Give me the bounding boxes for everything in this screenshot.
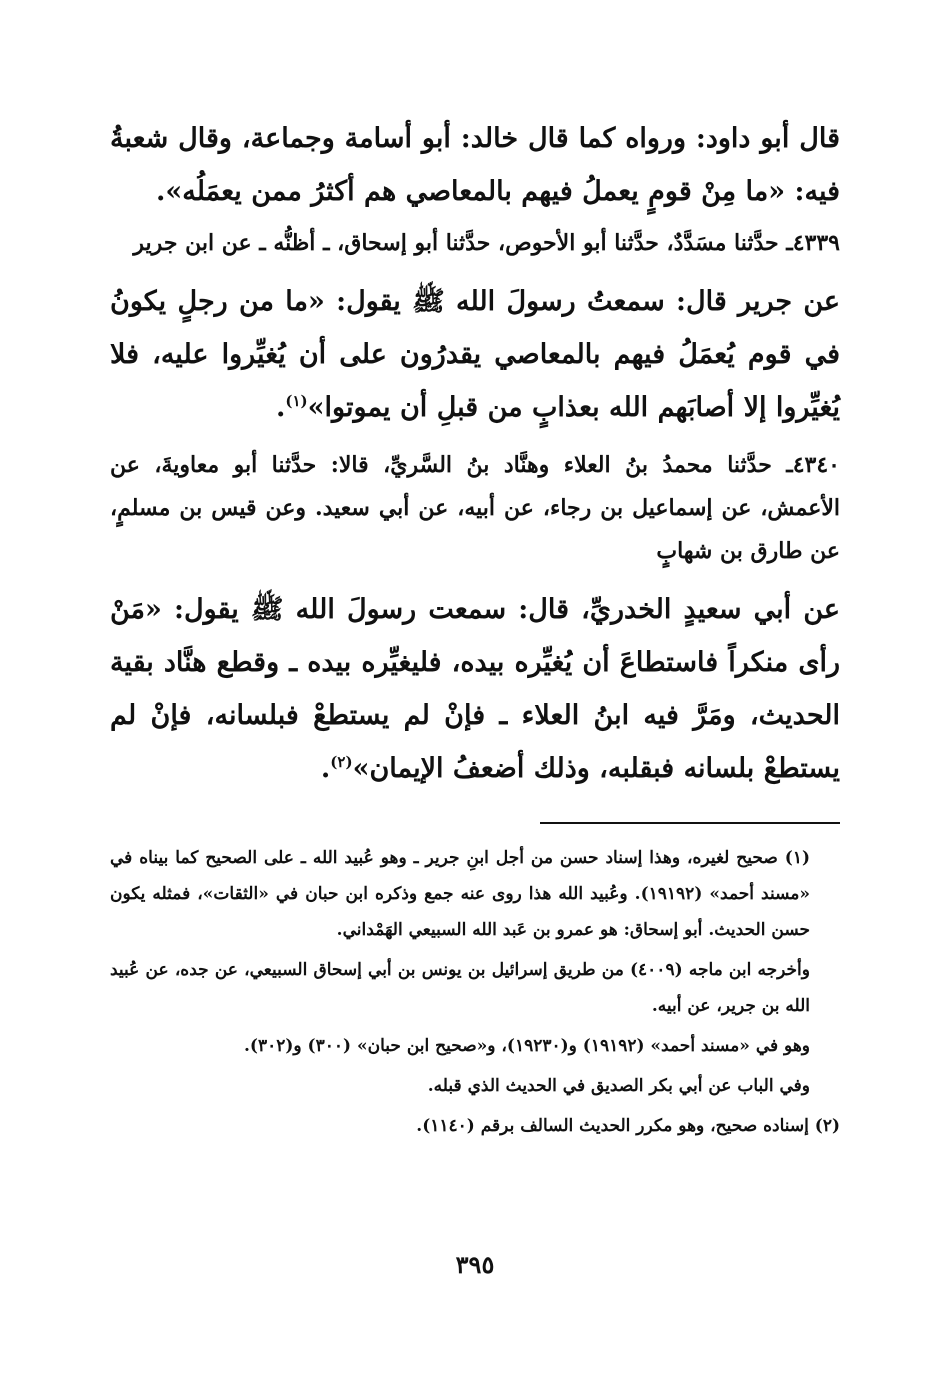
hadith-4340-end: . (320, 753, 331, 784)
footnote-2: (٢) إسناده صحيح، وهو مكرر الحديث السالف برقم (١١٤٠). (416, 1116, 840, 1136)
footnotes (110, 840, 840, 1144)
hadith-4340-body: عن أبي سعيدٍ الخدريِّ، قال: سمعت رسولَ الله ﷺ يقول: «مَنْ رأى منكراً فاستطاعَ أن يُغيِّره بيده، فليغيِّره بيده ـ وقطع هنَّاد بقية الحديث، ومَرَّ فيه ابنُ العلاء ـ فإنْ لم يستطعْ فبلسانه، فإنْ لم يستطعْ بلسانه فبقلبه، وذلك أضعفُ الإيمان» (110, 594, 840, 784)
hadith-4339-body: عن جرير قال: سمعتُ رسولَ الله ﷺ يقول: «ما من رجلٍ يكونُ في قوم يُعمَلُ فيهم بالمعاصي يقدرُون على أن يُغيِّروا عليه، فلا يُغيِّروا إلا أصابَهم الله بعذابٍ من قبلِ أن يموتوا» (110, 286, 840, 423)
hadith-4339-end: . (275, 392, 286, 423)
narration-abu-dawud: قال أبو داود: ورواه كما قال خالد: أبو أسامة وجماعة، وقال شعبةُ فيه: «ما مِنْ قومٍ يعملُ فيهم بالمعاصي هم أكثرُ ممن يعمَلُه». (110, 123, 840, 207)
footnote-ref-2[interactable]: (٢) (330, 753, 353, 771)
page-number: ٣٩٥ (455, 1250, 495, 1279)
footnote-1-musnad: وهو في «مسند أحمد» (١٩١٩٢) و(١٩٢٣٠)، و«صحيح ابن حبان» (٣٠٠) و(٣٠٢). (244, 1036, 810, 1056)
footnote-1-bab: وفي الباب عن أبي بكر الصديق في الحديث الذي قبله. (427, 1076, 810, 1096)
main-text (110, 112, 840, 795)
footnote-1-main: (١) صحيح لغيره، وهذا إسناد حسن من أجل ابنِ جرير ـ وهو عُبيد الله ـ على الصحيح كما بيناه في «مسند أحمد» (١٩١٩٢). وعُبيد الله هذا روى عنه جمع وذكره ابن حبان في «الثقات»، فمثله يكون حسن الحديث. أبو إسحاق: هو عمرو بن عَبد الله السبيعي الهَمْداني. (110, 848, 810, 940)
footnote-1-ibn-majah: وأخرجه ابن ماجه (٤٠٠٩) من طريق إسرائيل بن يونس بن أبي إسحاق السبيعي، عن جده، عن عُبيد الله بن جرير، عن أبيه. (110, 960, 810, 1016)
hadith-4339-text (110, 275, 840, 434)
hadith-4340-chain: ٤٣٤٠ـ حدَّثنا محمدُ بنُ العلاء وهنَّاد بنُ السَّريِّ، قالا: حدَّثنا أبو معاويةَ، عن الأعمش، عن إسماعيل بن رجاء، عن أبيه، عن أبي سعيد. وعن قيس بن مسلمٍ، عن طارق بن شهابٍ (110, 452, 840, 564)
hadith-4339-chain: ٤٣٣٩ـ حدَّثنا مسَدَّدٌ، حدَّثنا أبو الأحوص، حدَّثنا أبو إسحاق، ـ أظنُّه ـ عن ابن جرير (133, 230, 840, 256)
footnote-ref-1[interactable]: (١) (285, 392, 308, 410)
hadith-4340-text (110, 583, 840, 795)
footnote-divider (540, 822, 840, 824)
